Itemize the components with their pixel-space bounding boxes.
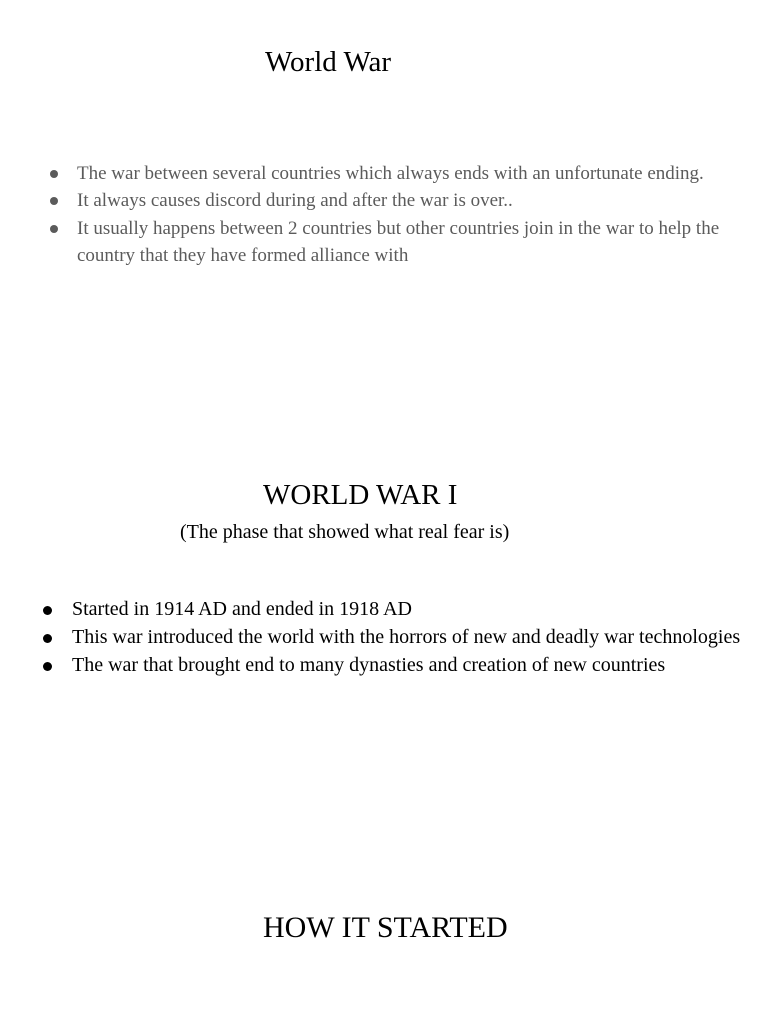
section-title-ww1: WORLD WAR I (263, 479, 458, 511)
list-item (77, 187, 742, 214)
bullet-dot-icon (50, 197, 58, 205)
list-item-text: This war introduced the world with the horrors of new and deadly war technologies (72, 625, 741, 648)
bullet-dot-icon (50, 225, 58, 233)
section-title-how-it-started: HOW IT STARTED (263, 911, 508, 944)
section-subtitle-ww1: (The phase that showed what real fear is) (180, 521, 510, 543)
list-item (72, 652, 742, 680)
bullet-dot-icon (43, 662, 52, 671)
bullet-dot-icon (50, 170, 58, 178)
list-item (72, 624, 742, 652)
page-title: World War (265, 46, 392, 78)
list-item-text: It usually happens between 2 countries but other countries join in the war to help the country that they have formed alliance with (77, 217, 720, 266)
bullet-dot-icon (43, 606, 52, 615)
list-item (77, 160, 742, 187)
list-item-text: Started in 1914 AD and ended in 1918 AD (72, 598, 412, 620)
ww1-bullet-list (72, 596, 742, 679)
list-item (77, 215, 742, 270)
list-item-text: The war that brought end to many dynasties and creation of new countries (72, 653, 666, 676)
intro-bullet-list (77, 160, 742, 269)
list-item (72, 596, 742, 624)
list-item-text: The war between several countries which always ends with an unfortunate ending. (77, 163, 704, 184)
bullet-dot-icon (43, 634, 52, 643)
list-item-text: It always causes discord during and after the war is over.. (77, 190, 513, 212)
